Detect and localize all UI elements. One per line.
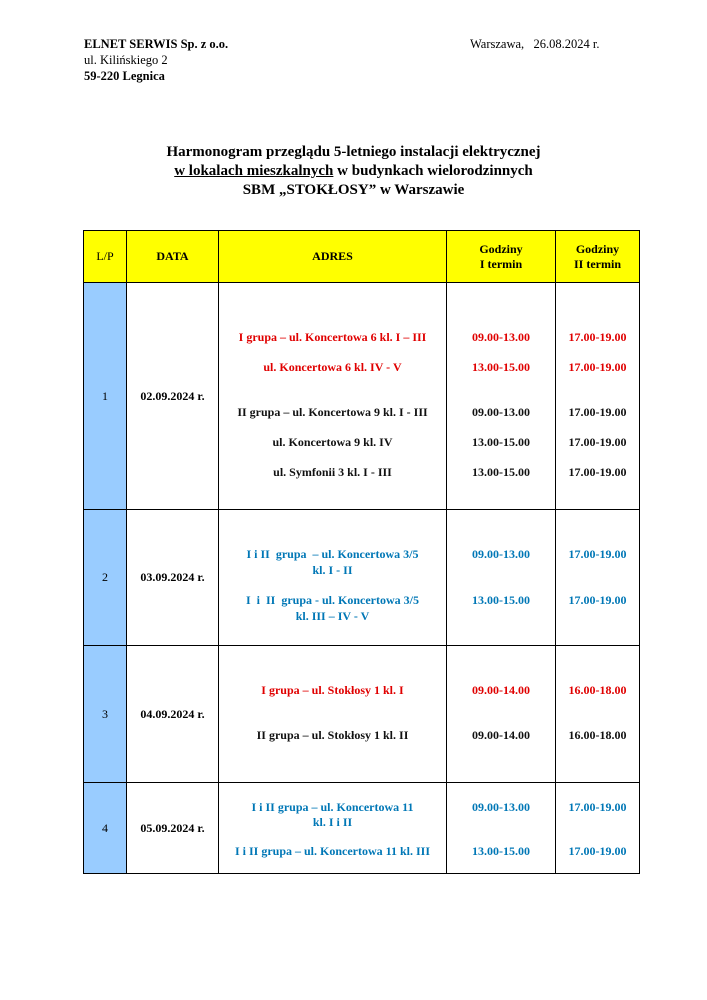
table-row xyxy=(84,783,640,874)
title-line-3: SBM „STOKŁOSY” w Warszawie xyxy=(242,182,465,198)
table-header-row xyxy=(84,231,640,283)
address-line: I grupa – ul. Stokłosy 1 kl. I xyxy=(261,683,404,697)
company-street: ul. Kilińskiego 2 xyxy=(84,53,168,67)
term-2-time: 17.00-19.00 xyxy=(568,330,627,344)
term-2-time: 17.00-19.00 xyxy=(568,360,627,374)
header-term-2-line-2: II termin xyxy=(574,256,621,271)
term-2-time: 17.00-19.00 xyxy=(568,465,627,479)
header-adres: ADRES xyxy=(219,231,447,283)
term-1-time: 09.00-14.00 xyxy=(472,728,530,742)
header-term-2-line-1: Godziny xyxy=(575,241,620,256)
header-term-1 xyxy=(447,231,556,283)
table-row xyxy=(84,646,640,783)
row-term-1-cell xyxy=(447,783,556,874)
company-name: ELNET SERWIS Sp. z o.o. xyxy=(84,37,229,51)
address-line: I i II grupa – ul. Koncertowa 3/5 xyxy=(246,547,419,561)
row-lp: 3 xyxy=(84,646,127,783)
row-lp: 2 xyxy=(84,510,127,646)
title-underlined: w lokalach mieszkalnych xyxy=(174,163,334,179)
table-row xyxy=(84,510,640,646)
row-term-1-cell xyxy=(447,510,556,646)
term-1-time: 13.00-15.00 xyxy=(472,844,530,858)
row-date: 02.09.2024 r. xyxy=(127,283,219,510)
term-1-time: 09.00-13.00 xyxy=(472,330,530,344)
header-term-2 xyxy=(556,231,640,283)
row-address-cell xyxy=(219,646,447,783)
row-date: 05.09.2024 r. xyxy=(127,783,219,874)
term-2-time: 17.00-19.00 xyxy=(568,547,627,561)
row-date: 04.09.2024 r. xyxy=(127,646,219,783)
term-2-time: 17.00-19.00 xyxy=(568,435,627,449)
header-data: DATA xyxy=(127,231,219,283)
term-1-time: 13.00-15.00 xyxy=(472,593,530,607)
term-1-time: 09.00-13.00 xyxy=(472,800,530,814)
schedule-table xyxy=(83,230,640,874)
row-address-cell xyxy=(219,510,447,646)
address-line: ul. Symfonii 3 kl. I - III xyxy=(273,465,392,479)
term-2-time: 16.00-18.00 xyxy=(568,683,627,697)
term-2-time: 17.00-19.00 xyxy=(568,844,627,858)
term-1-time: 09.00-13.00 xyxy=(472,405,530,419)
title-line-2 xyxy=(0,162,707,180)
term-2-time: 17.00-19.00 xyxy=(568,800,627,814)
row-term-1-cell xyxy=(447,283,556,510)
row-address-cell xyxy=(219,783,447,874)
address-line: I grupa – ul. Koncertowa 6 kl. I – III xyxy=(238,330,427,344)
address-line: ul. Koncertowa 6 kl. IV - V xyxy=(263,360,402,374)
address-line: I i II grupa – ul. Koncertowa 11 kl. III xyxy=(234,844,431,858)
company-city: 59-220 Legnica xyxy=(84,69,165,83)
row-term-2-cell xyxy=(556,783,640,874)
term-1-time: 09.00-14.00 xyxy=(472,683,530,697)
term-2-time: 17.00-19.00 xyxy=(568,405,627,419)
address-line: II grupa – ul. Koncertowa 9 kl. I - III xyxy=(237,405,428,419)
term-2-time: 16.00-18.00 xyxy=(568,728,627,742)
header-term-1-line-1: Godziny xyxy=(479,241,523,256)
term-1-time: 09.00-13.00 xyxy=(472,547,530,561)
title-line-2-rest: w budynkach wielorodzinnych xyxy=(333,163,533,179)
term-1-time: 13.00-15.00 xyxy=(472,465,530,479)
term-1-time: 13.00-15.00 xyxy=(472,435,530,449)
header-lp: L/P xyxy=(84,231,127,283)
address-line: kl. I - II xyxy=(312,563,353,577)
address-line: I i II grupa – ul. Koncertowa 11 xyxy=(251,800,414,814)
address-line: ul. Koncertowa 9 kl. IV xyxy=(272,435,393,449)
header-term-1-line-2: I termin xyxy=(479,256,523,271)
row-address-cell xyxy=(219,283,447,510)
row-term-2-cell xyxy=(556,283,640,510)
address-line: II grupa – ul. Stokłosy 1 kl. II xyxy=(256,728,409,742)
row-lp: 4 xyxy=(84,783,127,874)
address-line: kl. III – IV - V xyxy=(295,609,370,623)
row-lp: 1 xyxy=(84,283,127,510)
place-date: Warszawa, 26.08.2024 r. xyxy=(470,37,600,51)
row-term-1-cell xyxy=(447,646,556,783)
term-1-time: 13.00-15.00 xyxy=(472,360,530,374)
address-line: kl. I i II xyxy=(312,815,353,829)
row-date: 03.09.2024 r. xyxy=(127,510,219,646)
title-line-1: Harmonogram przeglądu 5-letniego instalacji elektrycznej xyxy=(166,144,541,160)
row-term-2-cell xyxy=(556,646,640,783)
address-line: I i II grupa - ul. Koncertowa 3/5 xyxy=(245,593,419,607)
term-2-time: 17.00-19.00 xyxy=(568,593,627,607)
row-term-2-cell xyxy=(556,510,640,646)
table-row xyxy=(84,283,640,510)
